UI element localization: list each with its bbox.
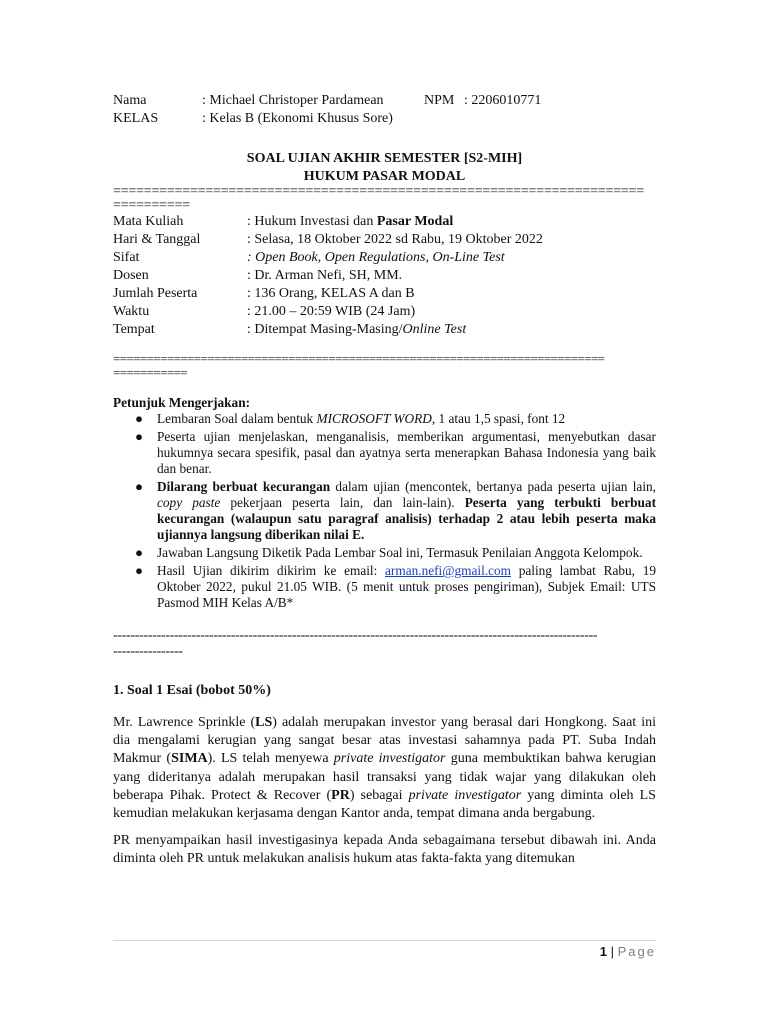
text-bold: LS bbox=[255, 715, 273, 730]
text-italic: private investigator bbox=[333, 751, 446, 767]
list-item-text: Hasil Ujian dikirim dikirim ke email: bbox=[157, 563, 386, 578]
list-item-text: Jawaban Langsung Diketik Pada Lembar Soal ini, Termasuk Penilaian Anggota Kelompok. bbox=[157, 545, 643, 560]
list-item bbox=[113, 479, 656, 543]
info-waktu bbox=[113, 303, 656, 321]
list-item-text: paling lambat Rabu, 19 Oktober 2022, pukul 21.05 WIB. (5 menit untuk proses pengiriman), Subjek Email: UTS Pasmod MIH Kelas A/B* bbox=[157, 563, 656, 610]
info-label: Jumlah Peserta bbox=[113, 286, 198, 301]
info-value: : Hukum Investasi dan bbox=[247, 214, 377, 229]
npm-value: : 2206010771 bbox=[464, 93, 542, 108]
list-item bbox=[113, 411, 656, 427]
info-value: : 21.00 – 20:59 WIB (24 Jam) bbox=[247, 304, 416, 319]
page-number-value: 1 bbox=[599, 944, 607, 959]
separator-dashes: --------------------------------------------------------------------------------------------------------------- bbox=[113, 628, 598, 643]
text-italic: private investigator bbox=[408, 787, 522, 803]
info-label: Waktu bbox=[113, 304, 150, 319]
info-value: : Ditempat Masing-Masing/ bbox=[247, 322, 403, 337]
text: ) adalah merupakan investor yang berasal dari Hongkong. Saat ini dia mengalami kerugian yang sangat besar atas investasi sahamnya pada PT. Suba Indah Makmur ( bbox=[113, 715, 656, 767]
soal-heading: 1. Soal 1 Esai (bobot 50%) bbox=[113, 683, 271, 698]
soal-paragraph-2: PR menyampaikan hasil investigasinya kepada Anda sebagaimana tersebut dibawah ini. Anda diminta oleh PR untuk melakukan analisis hukum atas fakta-fakta yang ditemukan bbox=[113, 833, 656, 867]
page-word: Page bbox=[617, 944, 656, 959]
nama-value: : Michael Christoper Pardamean bbox=[202, 93, 384, 108]
text-bold: PR bbox=[331, 787, 350, 803]
info-value-italic: Online Test bbox=[402, 322, 467, 337]
list-item-text: pekerjaan peserta lain, dan lain-lain). bbox=[220, 495, 465, 510]
info-value-bold: Pasar Modal bbox=[376, 214, 454, 229]
kelas-label: KELAS bbox=[113, 111, 159, 126]
bullet-icon: ● bbox=[135, 563, 144, 578]
npm-label: NPM bbox=[424, 93, 455, 108]
bullet-icon: ● bbox=[135, 411, 144, 426]
list-item-text: Lembaran Soal dalam bentuk bbox=[157, 411, 317, 426]
info-label: Tempat bbox=[113, 322, 155, 337]
info-value: : 136 Orang, KELAS A dan B bbox=[247, 286, 415, 301]
bullet-icon: ● bbox=[135, 545, 144, 560]
separator-equals-2: ========================================================================= bbox=[113, 352, 605, 366]
list-item bbox=[113, 429, 656, 477]
text: ). LS telah menyewa bbox=[207, 751, 334, 767]
separator-equals: ===================================================================== bbox=[113, 185, 644, 199]
text: Mr. Lawrence Sprinkle ( bbox=[113, 715, 256, 730]
page-separator: | bbox=[610, 944, 614, 959]
document-page bbox=[113, 92, 656, 869]
list-item-text: , 1 atau 1,5 spasi, font 12 bbox=[431, 411, 566, 426]
petunjuk-heading: Petunjuk Mengerjakan: bbox=[113, 395, 251, 410]
info-value: : Dr. Arman Nefi, SH, MM. bbox=[247, 268, 403, 283]
info-sifat bbox=[113, 249, 656, 267]
info-value: : Open Book, Open Regulations, On-Line Test bbox=[247, 250, 505, 265]
exam-subtitle: HUKUM PASAR MODAL bbox=[303, 169, 466, 184]
text: ) sebagai bbox=[349, 787, 409, 803]
separator-equals-tail: ========== bbox=[113, 199, 190, 213]
kelas-value: : Kelas B (Ekonomi Khusus Sore) bbox=[202, 111, 393, 126]
exam-title: SOAL UJIAN AKHIR SEMESTER [S2-MIH] bbox=[246, 151, 523, 166]
soal-paragraph-1 bbox=[113, 714, 656, 823]
email-link[interactable]: arman.nefi@gmail.com bbox=[385, 563, 511, 578]
separator-dashes-tail: ---------------- bbox=[113, 644, 183, 659]
info-mata-kuliah bbox=[113, 213, 656, 231]
page-number bbox=[600, 944, 656, 959]
info-tempat bbox=[113, 321, 656, 339]
list-item-italic: MICROSOFT WORD bbox=[316, 411, 432, 426]
bullet-icon: ● bbox=[135, 429, 144, 444]
info-label: Mata Kuliah bbox=[113, 214, 184, 229]
info-dosen bbox=[113, 267, 656, 285]
list-item bbox=[113, 545, 656, 561]
text: yang diminta oleh LS kemudian melakukan kerjasama dengan Kantor anda, tempat dimana anda bergabung. bbox=[113, 787, 656, 822]
kelas-row bbox=[113, 110, 656, 128]
text: guna membuktikan bahwa kerugian yang dideritanya adalah merupakan hasil transaksi yang tidak wajar yang dilakukan oleh beberapa Pihak. Protect & Recover ( bbox=[113, 751, 656, 803]
info-hari-tanggal bbox=[113, 231, 656, 249]
list-item bbox=[113, 563, 656, 611]
list-item-text: dalam ujian (mencontek, bertanya pada peserta ujian lain, bbox=[330, 479, 656, 494]
info-jumlah-peserta bbox=[113, 285, 656, 303]
bullet-icon: ● bbox=[135, 479, 144, 494]
list-item-bold: Dilarang berbuat kecurangan bbox=[157, 479, 331, 494]
page-footer bbox=[113, 940, 656, 959]
info-label: Sifat bbox=[113, 250, 140, 265]
text-bold: SIMA bbox=[171, 751, 208, 767]
nama-label: Nama bbox=[113, 93, 147, 108]
nama-row bbox=[113, 92, 656, 110]
info-label: Hari & Tanggal bbox=[113, 232, 201, 247]
separator-equals-2-tail: =========== bbox=[113, 366, 188, 380]
list-item-italic: copy paste bbox=[157, 495, 221, 510]
list-item-bold: Peserta yang terbukti berbuat kecurangan (walaupun satu paragraf analisis) terhadap 2 atau lebih peserta maka ujiannya langsung diberikan nilai E. bbox=[157, 495, 656, 542]
info-value: : Selasa, 18 Oktober 2022 sd Rabu, 19 Oktober 2022 bbox=[247, 232, 543, 247]
petunjuk-list bbox=[113, 411, 656, 611]
list-item-text: Peserta ujian menjelaskan, menganalisis, memberikan argumentasi, menyebutkan dasar hukumnya secara spesifik, pasal dan ayatnya serta menerapkan Bahasa Indonesia yang baik dan benar. bbox=[157, 429, 656, 476]
info-label: Dosen bbox=[113, 268, 149, 283]
